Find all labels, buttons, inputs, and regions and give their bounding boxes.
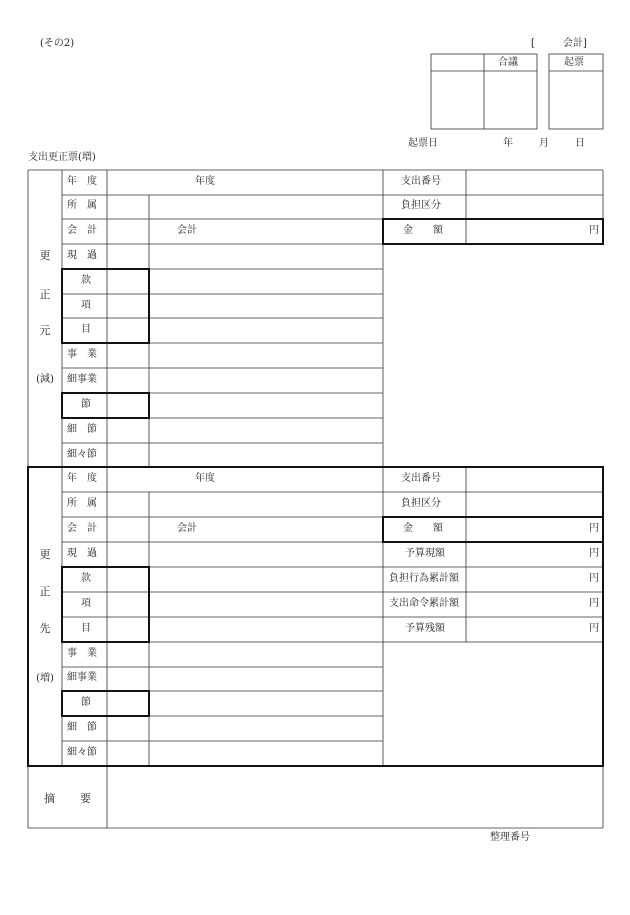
yen-amount-after: 円	[589, 523, 599, 534]
reference-number-label: 整理番号	[490, 832, 530, 843]
row-account-after: 会 計	[67, 523, 97, 534]
side-char-2-after: 正	[39, 585, 51, 598]
bracket-open: [	[531, 38, 535, 49]
summary-label-char-2: 要	[80, 792, 91, 805]
voucher-date-label: 起票日	[408, 138, 438, 149]
row-current-year-before: 現 過	[67, 250, 97, 261]
burden-cumulative-label: 負担行為累計額	[389, 573, 459, 584]
row-moku-before: 目	[81, 324, 91, 335]
row-affiliation-before: 所 属	[67, 200, 97, 211]
section-after-outline	[28, 467, 603, 766]
row-setsu-before: 節	[81, 399, 91, 410]
account-suffix-before: 会計	[177, 225, 197, 236]
row-jigyou-before: 事 業	[67, 349, 97, 360]
row-fiscal-year-after: 年 度	[67, 473, 97, 484]
summary-label-char-1: 摘	[44, 792, 55, 805]
row-affiliation-after: 所 属	[67, 498, 97, 509]
yen-payment-order-cumulative: 円	[589, 598, 599, 609]
burden-category-label-after: 負担区分	[401, 498, 441, 509]
amount-label-after: 金 額	[403, 523, 443, 534]
row-sai-jigyou-before: 細事業	[67, 374, 97, 385]
voucher-label: 起票	[564, 57, 584, 68]
day-unit: 日	[575, 138, 585, 149]
side-char-1-after: 更	[39, 548, 51, 561]
row-account-before: 会 計	[67, 225, 97, 236]
yen-budget-remaining: 円	[589, 623, 599, 634]
account-suffix-after: 会計	[177, 523, 197, 534]
row-saisai-setsu-after: 細々節	[67, 747, 97, 758]
side-char-3-after: 先	[39, 622, 51, 635]
payment-number-label-after: 支出番号	[401, 473, 441, 484]
amount-label-before: 金 額	[403, 225, 443, 236]
yen-amount-before: 円	[589, 225, 599, 236]
kan-kou-moku-box-before	[62, 269, 149, 343]
part-label: (その2)	[40, 38, 75, 49]
row-sai-jigyou-after: 細事業	[67, 672, 97, 683]
side-char-1-before: 更	[39, 249, 51, 262]
form-title: 支出更正票(増)	[28, 152, 96, 163]
row-kan-after: 款	[81, 573, 91, 584]
account-label: 会計]	[563, 38, 587, 49]
row-sai-setsu-after: 細 節	[67, 722, 97, 733]
side-char-3-before: 元	[39, 324, 51, 337]
row-kou-before: 項	[81, 300, 91, 311]
row-sai-setsu-before: 細 節	[67, 424, 97, 435]
kan-kou-moku-box-after	[62, 567, 149, 642]
row-jigyou-after: 事 業	[67, 648, 97, 659]
side-char-2-before: 正	[39, 288, 51, 301]
side-sub-after: (増)	[36, 673, 54, 684]
side-sub-before: (減)	[36, 374, 54, 385]
row-saisai-setsu-before: 細々節	[67, 449, 97, 460]
row-setsu-after: 節	[81, 697, 91, 708]
row-moku-after: 目	[81, 623, 91, 634]
payment-number-label-before: 支出番号	[401, 176, 441, 187]
row-kou-after: 項	[81, 598, 91, 609]
payment-order-cumulative-label: 支出命令累計額	[389, 598, 459, 609]
row-kan-before: 款	[81, 275, 91, 286]
setsu-box-before	[62, 393, 149, 418]
year-unit: 年	[503, 138, 513, 149]
setsu-box-after	[62, 691, 149, 716]
budget-current-label: 予算現額	[405, 548, 445, 559]
council-label: 合議	[498, 57, 518, 68]
yen-burden-cumulative: 円	[589, 573, 599, 584]
month-unit: 月	[539, 138, 549, 149]
fiscal-year-suffix-before: 年度	[195, 176, 215, 187]
row-current-year-after: 現 過	[67, 548, 97, 559]
burden-category-label-before: 負担区分	[401, 200, 441, 211]
row-fiscal-year-before: 年 度	[67, 176, 97, 187]
fiscal-year-suffix-after: 年度	[195, 473, 215, 484]
yen-budget-current: 円	[589, 548, 599, 559]
budget-remaining-label: 予算残額	[405, 623, 445, 634]
